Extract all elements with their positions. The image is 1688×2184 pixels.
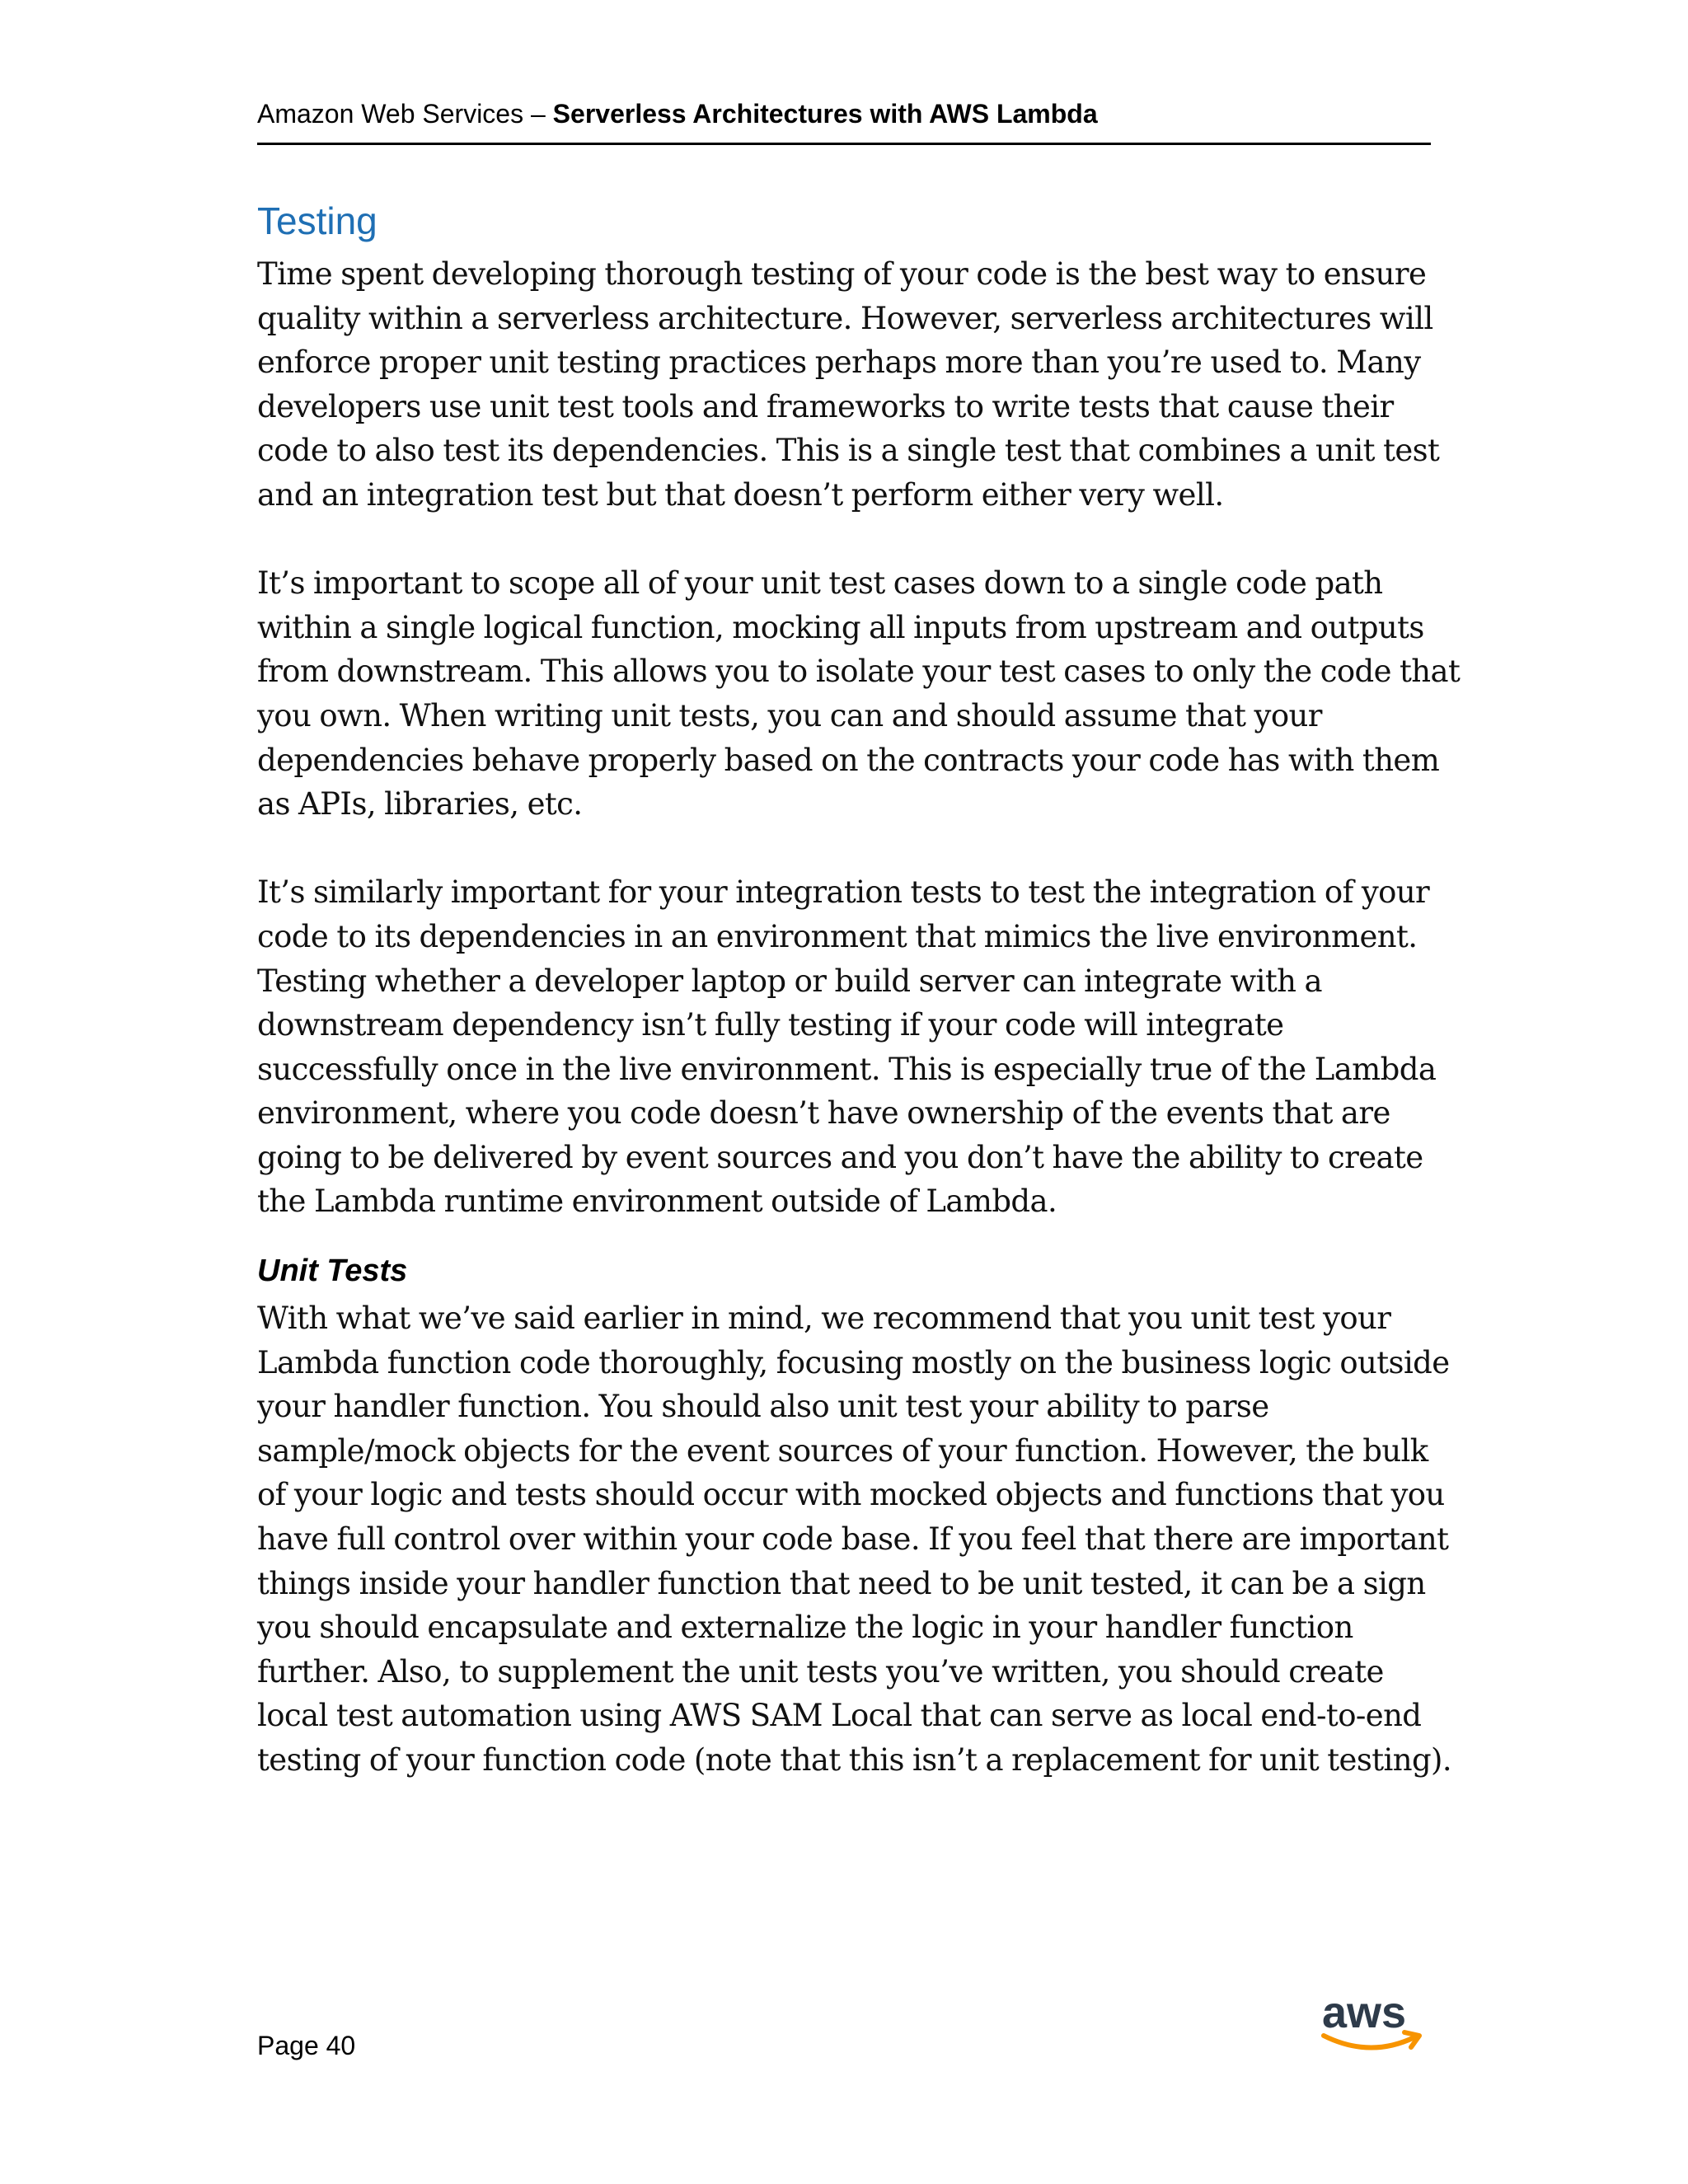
- header-title: Serverless Architectures with AWS Lambda: [552, 99, 1098, 129]
- text-line: Time spent developing thorough testing of your code is the best way to ensure: [257, 256, 1427, 292]
- aws-logo-icon: [1319, 1986, 1428, 2057]
- text-line: you should encapsulate and externalize the logic in your handler function: [257, 1610, 1353, 1646]
- text-line: Testing whether a developer laptop or build server can integrate with a: [257, 963, 1322, 999]
- text-line: dependencies behave properly based on the contracts your code has with them: [257, 742, 1440, 778]
- header-prefix: Amazon Web Services –: [257, 99, 546, 129]
- text-line: successfully once in the live environment. This is especially true of the Lambda: [257, 1051, 1437, 1087]
- text-line: further. Also, to supplement the unit tests you’ve written, you should create: [257, 1653, 1384, 1690]
- paragraph: [257, 1296, 1452, 1783]
- text-line: the Lambda runtime environment outside of Lambda.: [257, 1183, 1057, 1220]
- text-line: local test automation using AWS SAM Local that can serve as local end-to-end: [257, 1698, 1422, 1734]
- aws-logo-text: aws: [1322, 1988, 1407, 2037]
- text-line: and an integration test but that doesn’t perform either very well.: [257, 476, 1224, 513]
- text-line: you own. When writing unit tests, you can and should assume that your: [257, 697, 1322, 733]
- page-content: [257, 194, 1461, 1826]
- text-line: code to its dependencies in an environment that mimics the live environment.: [257, 918, 1418, 954]
- subsection-heading: Unit Tests: [257, 1254, 408, 1289]
- text-line: your handler function. You should also unit test your ability to parse: [257, 1389, 1269, 1425]
- paragraph: [257, 252, 1440, 518]
- page-number: Page 40: [257, 2031, 356, 2060]
- text-line: It’s similarly important for your integration tests to test the integration of your: [257, 874, 1430, 911]
- text-line: developers use unit test tools and frameworks to write tests that cause their: [257, 388, 1394, 424]
- text-line: environment, where you code doesn’t have ownership of the events that are: [257, 1095, 1390, 1132]
- text-line: of your logic and tests should occur with mocked objects and functions that you: [257, 1477, 1445, 1513]
- text-line: testing of your function code (note that this isn’t a replacement for unit testing).: [257, 1742, 1452, 1778]
- section-heading: Testing: [257, 199, 377, 242]
- text-line: within a single logical function, mocking all inputs from upstream and outputs: [257, 609, 1424, 645]
- text-line: as APIs, libraries, etc.: [257, 786, 583, 823]
- text-line: from downstream. This allows you to isolate your test cases to only the code that: [257, 654, 1461, 690]
- text-line: downstream dependency isn’t fully testing if your code will integrate: [257, 1007, 1284, 1043]
- text-line: With what we’ve said earlier in mind, we recommend that you unit test your: [257, 1301, 1391, 1337]
- text-line: going to be delivered by event sources and you don’t have the ability to create: [257, 1139, 1423, 1175]
- text-line: sample/mock objects for the event sources of your function. However, the bulk: [257, 1432, 1428, 1469]
- page-header: [257, 97, 1431, 145]
- text-line: enforce proper unit testing practices perhaps more than you’re used to. Many: [257, 344, 1421, 381]
- text-line: have full control over within your code base. If you feel that there are important: [257, 1521, 1449, 1558]
- text-line: code to also test its dependencies. This is a single test that combines a unit test: [257, 433, 1440, 469]
- text-line: It’s important to scope all of your unit test cases down to a single code path: [257, 565, 1383, 602]
- aws-smile-icon: [1324, 2036, 1414, 2048]
- paragraph: [257, 561, 1461, 827]
- text-line: quality within a serverless architecture. However, serverless architectures will: [257, 300, 1433, 336]
- text-line: Lambda function code thoroughly, focusing mostly on the business logic outside: [257, 1344, 1450, 1380]
- text-line: things inside your handler function that need to be unit tested, it can be a sign: [257, 1565, 1426, 1601]
- paragraph: [257, 870, 1436, 1224]
